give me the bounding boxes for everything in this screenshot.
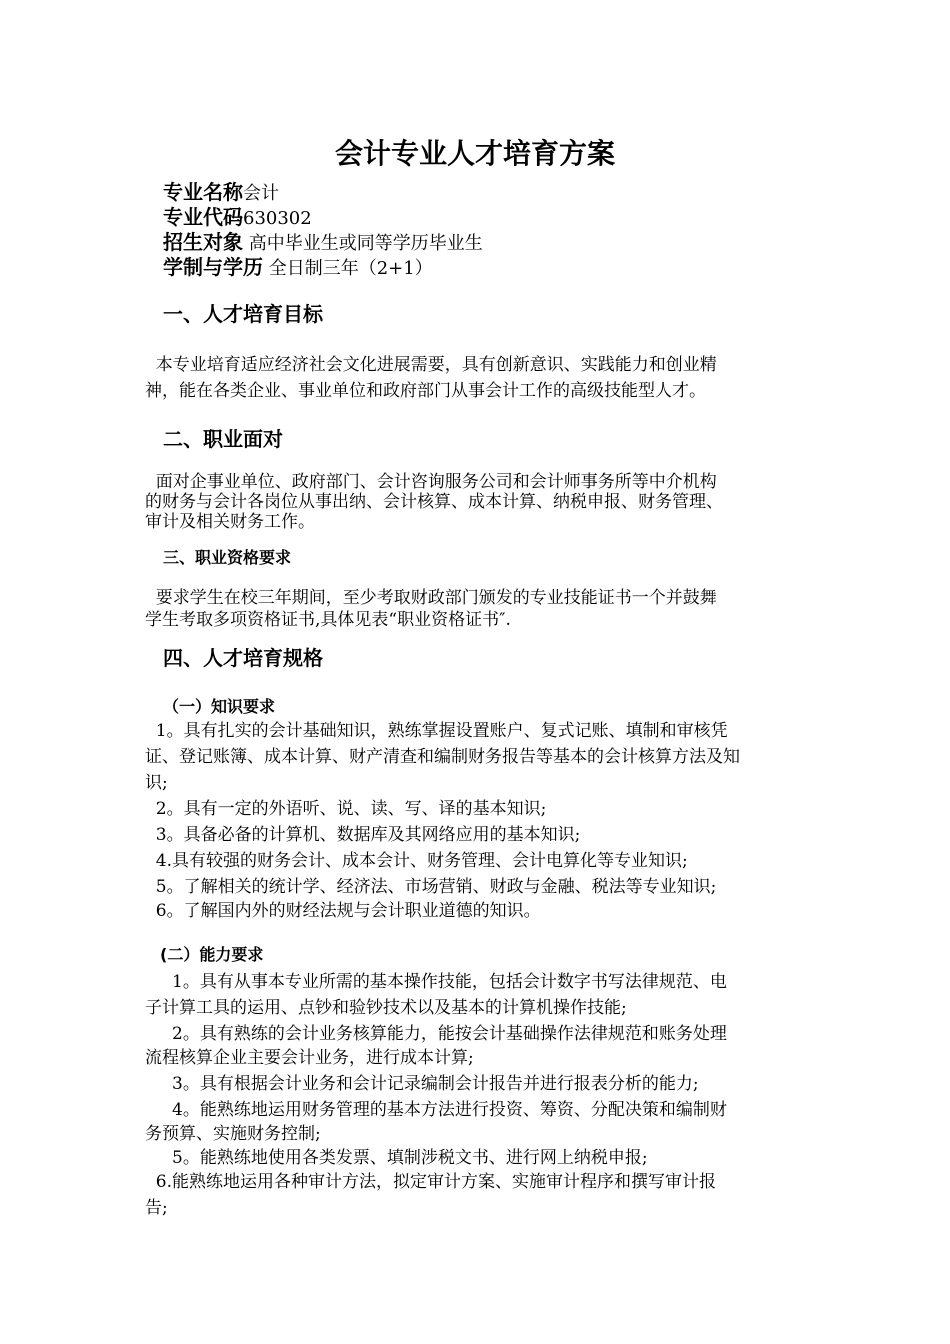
paragraph-line: 要求学生在校三年期间，至少考取财政部门颁发的专业技能证书一个并鼓舞 (145, 588, 717, 608)
subsection-heading: （一）知识要求 (163, 697, 276, 716)
paragraph-line: 4.具有较强的财务会计、成本会计、财务管理、会计电算化等专业知识; (145, 851, 688, 871)
paragraph-line: 识; (145, 773, 168, 793)
paragraph-line: 的财务与会计各岗位从事出纳、会计核算、成本计算、纳税申报、财务管理、 (145, 492, 723, 512)
meta-row-schooling (163, 251, 433, 280)
paragraph-line: 2。具有一定的外语听、说、读、写、译的基本知识; (145, 799, 547, 819)
paragraph-line: 3。具有根据会计业务和会计记录编制会计报告并进行报表分析的能力; (145, 1074, 699, 1094)
meta-key: 专业名称 (163, 180, 243, 204)
paragraph-line: 1。具有扎实的会计基础知识，熟练掌握设置账户、复式记账、填制和审核凭 (145, 721, 728, 741)
section-heading: 四、人才培育规格 (163, 646, 323, 670)
meta-key: 专业代码 (163, 205, 243, 229)
meta-key: 学制与学历 (163, 255, 263, 279)
meta-value: 高中毕业生或同等学历毕业生 (243, 233, 483, 254)
meta-value: 全日制三年（2+1） (263, 258, 433, 279)
paragraph-line: 1。具有从事本专业所需的基本操作技能，包括会计数字书写法律规范、电 (145, 972, 727, 992)
paragraph-line: 面对企事业单位、政府部门、会计咨询服务公司和会计师事务所等中介机构 (145, 472, 717, 492)
subsection-heading: (二）能力要求 (160, 945, 264, 964)
paragraph-line: 流程核算企业主要会计业务，进行成本计算; (145, 1048, 474, 1068)
section-heading: 一、人才培育目标 (163, 302, 323, 326)
document-title: 会计专业人才培育方案 (334, 137, 615, 170)
paragraph-line: 5。能熟练地使用各类发票、填制涉税文书、进行网上纳税申报; (145, 1148, 648, 1168)
paragraph-line: 神，能在各类企业、事业单位和政府部门从事会计工作的高级技能型人才。 (145, 381, 706, 401)
paragraph-line: 子计算工具的运用、点钞和验钞技术以及基本的计算机操作技能; (145, 998, 627, 1018)
paragraph-line: 证、登记账簿、成本计算、财产清查和编制财务报告等基本的会计核算方法及知 (145, 747, 740, 767)
meta-key: 招生对象 (163, 230, 243, 254)
paragraph-line: 2。具有熟练的会计业务核算能力，能按会计基础操作法律规范和账务处理 (145, 1024, 727, 1044)
meta-value: 630302 (243, 208, 312, 229)
section-heading: 三、职业资格要求 (163, 548, 292, 567)
section-heading: 二、职业面对 (163, 427, 283, 451)
paragraph-line: 6。了解国内外的财经法规与会计职业道德的知识。 (145, 901, 541, 921)
paragraph-line: 6.能熟练地运用各种审计方法，拟定审计方案、实施审计程序和撰写审计报 (145, 1172, 717, 1192)
paragraph-line: 务预算、实施财务控制; (145, 1124, 321, 1144)
paragraph-line: 学生考取多项资格证书,具体见表“职业资格证书″. (145, 610, 511, 630)
paragraph-line: 5。了解相关的统计学、经济法、市场营销、财政与金融、税法等专业知识; (145, 877, 717, 897)
paragraph-line: 告; (145, 1198, 168, 1218)
paragraph-line: 本专业培育适应经济社会文化进展需要，具有创新意识、实践能力和创业精 (145, 355, 717, 375)
paragraph-line: 3。具备必备的计算机、数据库及其网络应用的基本知识; (145, 825, 581, 845)
meta-value: 会计 (243, 183, 279, 204)
paragraph-line: 审计及相关财务工作。 (145, 512, 315, 532)
paragraph-line: 4。能熟练地运用财务管理的基本方法进行投资、筹资、分配决策和编制财 (145, 1100, 727, 1120)
